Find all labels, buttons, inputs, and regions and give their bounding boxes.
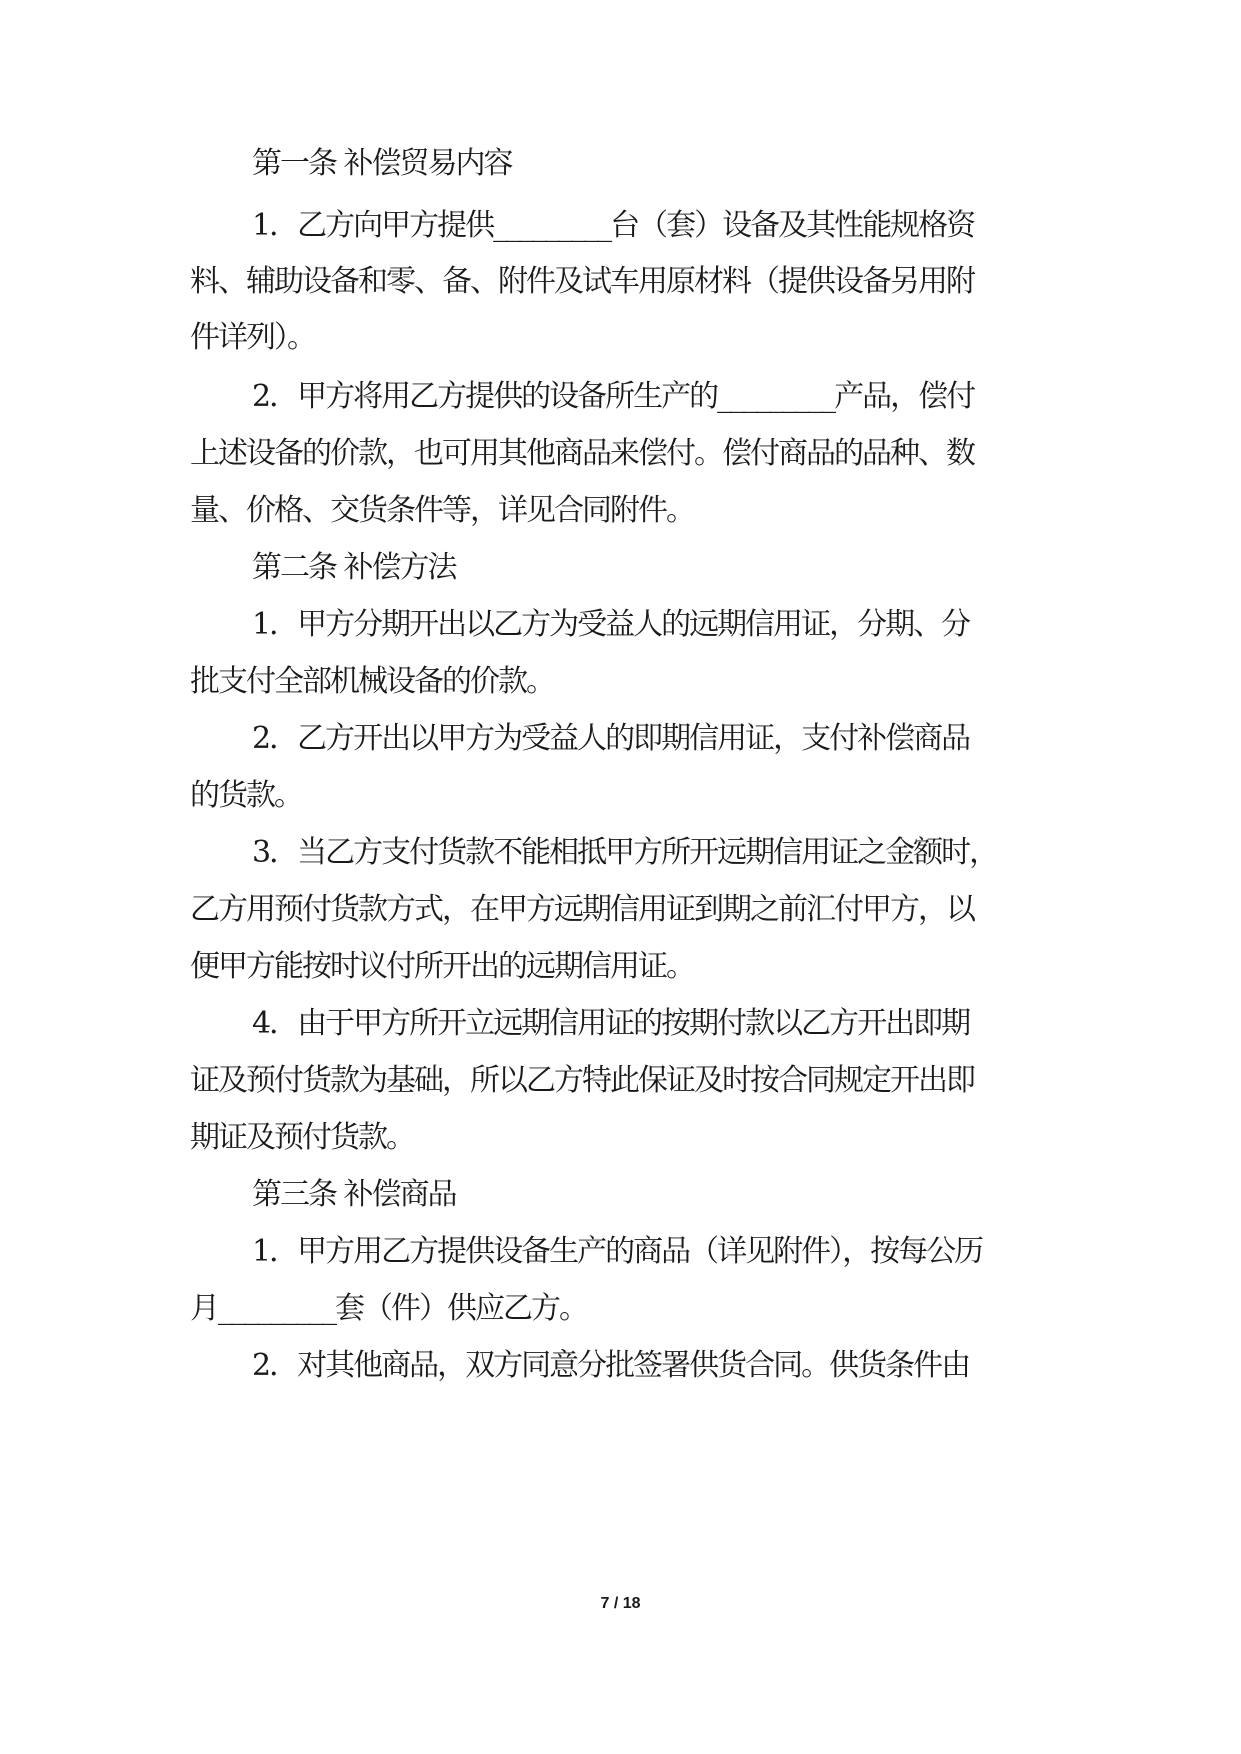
article-1-heading: 第一条 补偿贸易内容	[252, 146, 512, 181]
paragraph-line: 期证及预付货款。	[190, 1120, 414, 1155]
article-3-heading: 第三条 补偿商品	[252, 1177, 456, 1212]
page-number: 7 / 18	[600, 1595, 641, 1612]
paragraph-line: 3．当乙方支付货款不能相抵甲方所开远期信用证之金额时，	[252, 835, 998, 870]
paragraph-line: 乙方用预付货款方式，在甲方远期信用证到期之前汇付甲方，以	[190, 892, 974, 927]
paragraph-line: 1．甲方用乙方提供设备生产的商品（详见附件），按每公历	[252, 1234, 983, 1269]
paragraph-line: 月_________套（件）供应乙方。	[190, 1291, 587, 1326]
paragraph-line: 量、价格、交货条件等，详见合同附件。	[190, 493, 694, 528]
paragraph-line: 上述设备的价款，也可用其他商品来偿付。偿付商品的品种、数	[190, 436, 974, 471]
paragraph-line: 1．甲方分期开出以乙方为受益人的远期信用证，分期、分	[252, 607, 970, 642]
article-2-heading: 第二条 补偿方法	[252, 550, 456, 585]
paragraph-line: 批支付全部机械设备的价款。	[190, 664, 554, 699]
paragraph-line: 2．对其他商品，双方同意分批签署供货合同。供货条件由	[252, 1348, 970, 1383]
paragraph-line: 便甲方能按时议付所开出的远期信用证。	[190, 949, 694, 984]
paragraph-line: 的货款。	[190, 778, 302, 813]
paragraph-line: 1．乙方向甲方提供_________台（套）设备及其性能规格资	[252, 208, 975, 243]
paragraph-line: 料、辅助设备和零、备、附件及试车用原材料（提供设备另用附	[190, 264, 974, 299]
paragraph-line: 2．乙方开出以甲方为受益人的即期信用证，支付补偿商品	[252, 721, 970, 756]
paragraph-line: 件详列）。	[190, 320, 315, 355]
paragraph-line: 2．甲方将用乙方提供的设备所生产的_________产品，偿付	[252, 379, 975, 414]
paragraph-line: 证及预付货款为基础，所以乙方特此保证及时按合同规定开出即	[190, 1063, 974, 1098]
paragraph-line: 4．由于甲方所开立远期信用证的按期付款以乙方开出即期	[252, 1006, 970, 1041]
